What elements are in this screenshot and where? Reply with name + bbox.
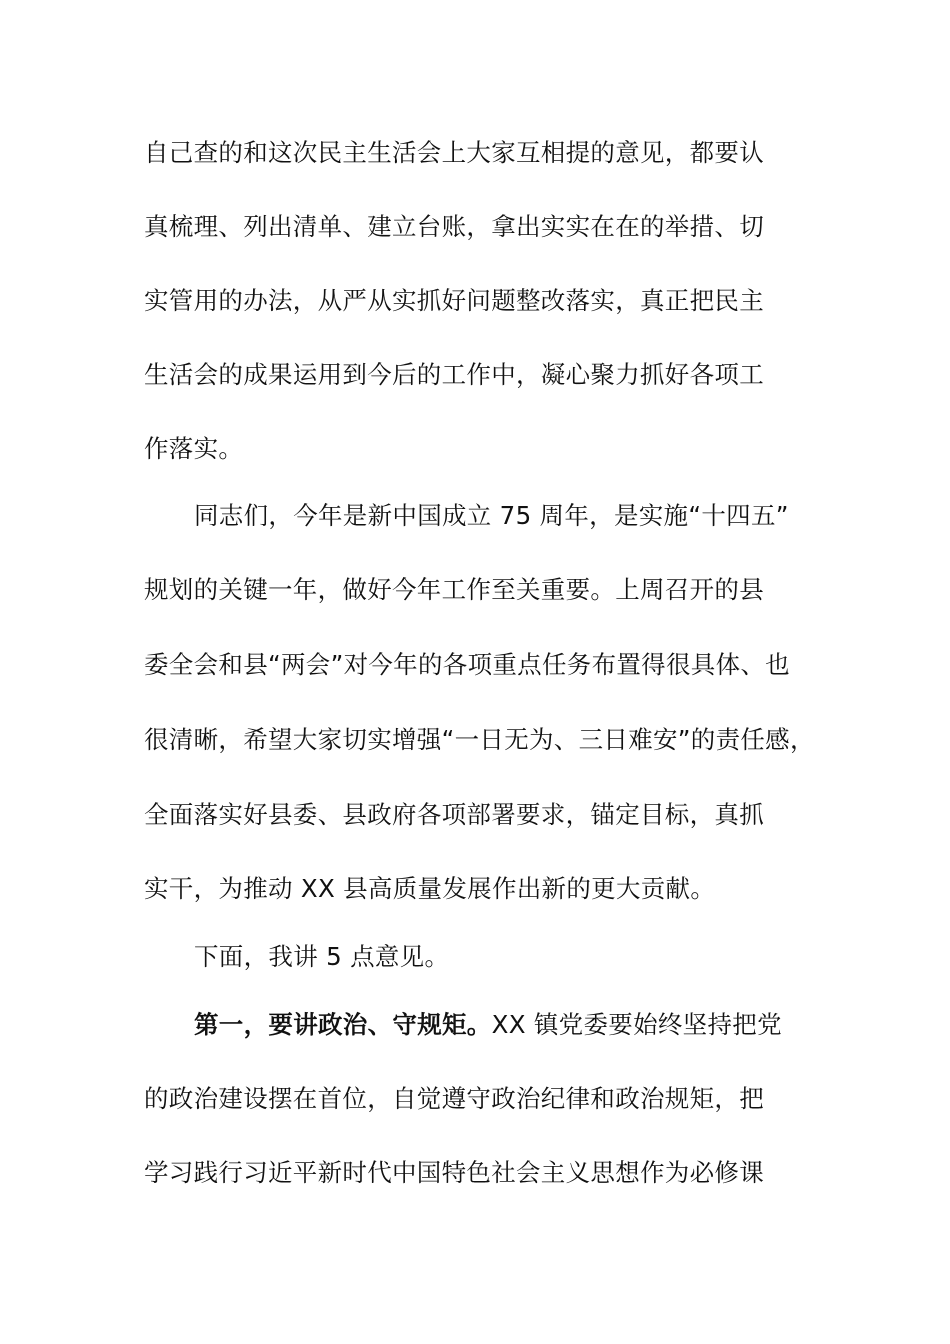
text-line-9: 很清晰，希望大家切实增强“一日无为、三日难安”的责任感， [144, 725, 815, 754]
text-line-4: 生活会的成果运用到今后的工作中，凝心聚力抓好各项工 [144, 360, 764, 389]
text-line-6: 同志们，今年是新中国成立 75 周年，是实施“十四五” [194, 501, 789, 530]
point-1-heading: 第一，要讲政治、守规矩。 [194, 1010, 492, 1039]
text-line-10: 全面落实好县委、县政府各项部署要求，锚定目标，真抓 [144, 800, 764, 829]
text-line-7: 规划的关键一年，做好今年工作至关重要。上周召开的县 [144, 575, 764, 604]
text-line-2: 真梳理、列出清单、建立台账，拿出实实在在的举措、切 [144, 212, 764, 241]
text-line-14: 学习践行习近平新时代中国特色社会主义思想作为必修课 [144, 1158, 764, 1187]
text-line-11: 实干，为推动 XX 县高质量发展作出新的更大贡献。 [144, 874, 716, 903]
text-line-12: 下面，我讲 5 点意见。 [194, 942, 450, 971]
text-line-3: 实管用的办法，从严从实抓好问题整改落实，真正把民主 [144, 286, 764, 315]
text-line-8: 委全会和县“两会”对今年的各项重点任务布置得很具体、也 [144, 650, 790, 679]
text-line-13: 的政治建设摆在首位，自觉遵守政治纪律和政治规矩，把 [144, 1084, 764, 1113]
point-1-line [194, 1009, 894, 1041]
point-1-text: XX 镇党委要始终坚持把党 [491, 1010, 782, 1039]
text-line-1: 自己查的和这次民主生活会上大家互相提的意见，都要认 [144, 138, 764, 167]
text-line-5: 作落实。 [144, 434, 244, 463]
